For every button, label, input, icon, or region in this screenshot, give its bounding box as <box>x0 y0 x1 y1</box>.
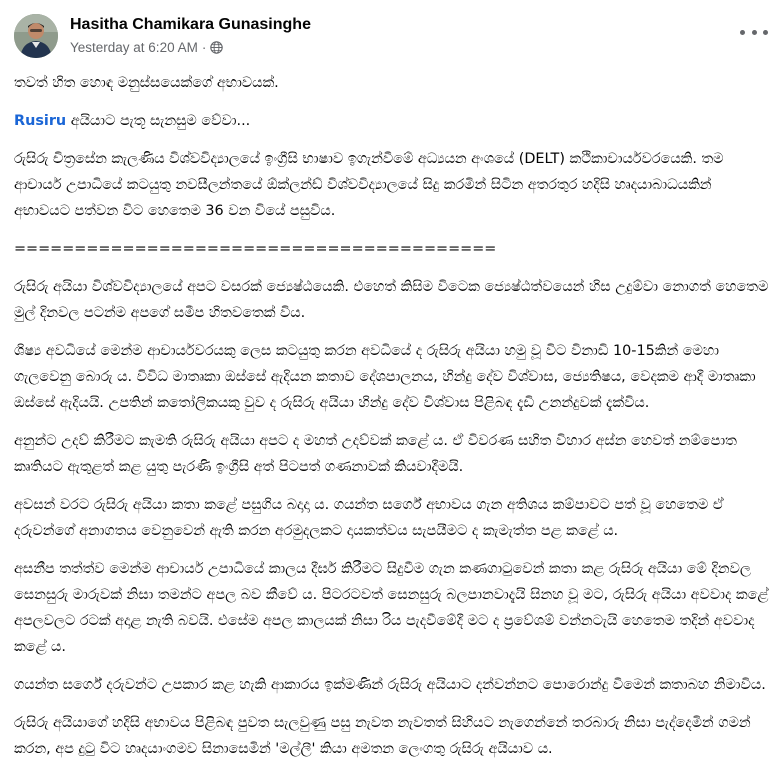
post-meta <box>70 40 223 55</box>
globe-icon[interactable] <box>210 41 223 54</box>
paragraph-bio: රුසිරු චිත්‍රසේන කැලණිය විශ්වවිද්‍යාලයේ ඉංග්‍රීසි භාෂාව ඉගැන්වීමේ අධ්‍යයන අංශයේ (DELT) කථිකාචාර්යවරයෙකි. තම ආචාර්ය උපාධියේ කටයුතු නවසීලන්තයේ ඕක්ලන්ඩ් විශ්වවිද්‍යාලයේ සිදු කරමින් සිටින අතරතුර හදිසි හෘදයාබාධයකින් අභාවයට පත්වන විට හෙතෙම 36 වන වියේ පසුවිය. <box>14 151 724 219</box>
post-header <box>14 12 774 60</box>
more-options-icon[interactable] <box>740 22 768 42</box>
condolence-text: අයියාට පැතූ සැනසුම වේවා... <box>66 113 251 129</box>
paragraph-senior: රුසිරු අයියා විශ්වවිද්‍යාලයේ අපට වසරක් ජ්‍යෙෂ්ඨයෙකි. එහෙත් කිසිම විටෙක ජ්‍යෙෂ්ඨත්වයෙන් හිස උදුම්වා නොගත් හෙතෙම මුල් දිනවල පටන්ම අපගේ සමීප හිතවතෙක් විය. <box>14 279 769 321</box>
paragraph-intro: තවත් හිත හොඳ මනුස්සයෙක්ගේ අභාවයක්. <box>14 75 279 91</box>
mention-link[interactable]: Rusiru <box>14 113 67 129</box>
avatar[interactable] <box>14 14 58 58</box>
paragraph-memory: රුසිරු අයියාගේ හදිසි අභාවය පිළිබඳ පුවත සැලවුණු පසු නැවත නැවතත් සිහියට නැගෙන්නේ තරබාරු නිසා පැද්දෙමින් ගමන් කරන, අප දුටු විට හෘදයාංගමව සිනාසෙමින් 'මල්ලී' කියා අමතන ලෙංගතු රුසිරු අයියාව ය. <box>14 715 751 757</box>
paragraph-advice: අසනීප තත්ත්ව මෙන්ම ආචාර්ය උපාධියේ කාලය දීර්ඝ කිරීමට සිදුවීම ගැන කණගාටුවෙන් කතා කළ රුසිරු අයියා මේ දිනවල සෙනසුරු මාරුවක් නිසා තමන්ට අපල බව කීවේ ය. පිටරටවත් සෙනසුරු බලපානවාදැයි සිනහ වූ මට, රුසිරු අයියා අවවාද කළේ අපලවලට රටක් අදාළ නැති බවයි. එසේම අපල කාලයක් නිසා රිය පැදවීමේදී මට ද ප්‍රවේශම් වන්නටැයි හෙතෙම තදින් අවවාද කළේ ය. <box>14 561 769 655</box>
paragraph-help: අනුන්ට උදව් කිරීමට කැමති රුසිරු අයියා අපට ද මහත් උදව්වක් කළේ ය. ඒ විවරණ සහිත විහාර අස්න හෙවත් නම්පොත කෘතියට ඇතුළත් කළ යුතු පැරණි ඉංග්‍රීසි අත් පිටපත් ගණනාවක් කියවාදීමයි. <box>14 433 737 475</box>
paragraph-last-talk: අවසන් වරට රුසිරු අයියා කතා කළේ පසුගිය බදාදා ය. ගයන්ත සර්ගේ අභාවය ගැන අතිශය කම්පාවට පත් වූ හෙතෙම ඒ දරුවන්ගේ අනාගතය වෙනුවෙන් ඇති කරන අරමුදලකට දායකත්වය සැපයීමට ද කැමැත්ත පළ කළේ ය. <box>14 497 724 539</box>
post-timestamp[interactable]: Yesterday at 6:20 AM <box>70 40 198 55</box>
paragraph-student-days: ශිෂ්‍ය අවධියේ මෙන්ම ආචාර්යවරයකු ලෙස කටයුතු කරන අවධියේ ද රුසිරු අයියා හමු වූ විට විනාඩි 10-15කින් මෙහා ගැලවෙනු බොරු ය. විවිධ මාතෘකා ඔස්සේ ඇදියන කතාව දේශපාලනය, හින්දු දේව විශ්වාස, ජ්‍යෙතිෂය, වෙදකම ආදී මාතෘකා ඔස්සේ ඇදියයි. උපතින් කතෝලිකයකු වුව ද රුසිරු අයියා හින්දු දේව විශ්වාස පිළිබඳ දැඩි උනන්දුවක් දැක්විය. <box>14 343 756 411</box>
meta-separator: · <box>201 40 207 55</box>
post-body <box>14 70 769 774</box>
paragraph-promise: ගයන්ත සර්ගේ දරුවන්ට උපකාර කළ හැකි ආකාරය ඉක්මණින් රුසිරු අයියාට දන්වන්නට පොරොන්දු වීමෙන් කතාබහ නිමාවිය. <box>14 677 766 693</box>
paragraph-condolence <box>14 108 769 134</box>
author-name[interactable]: Hasitha Chamikara Gunasinghe <box>70 16 311 33</box>
divider-line: ======================================== <box>14 241 497 257</box>
